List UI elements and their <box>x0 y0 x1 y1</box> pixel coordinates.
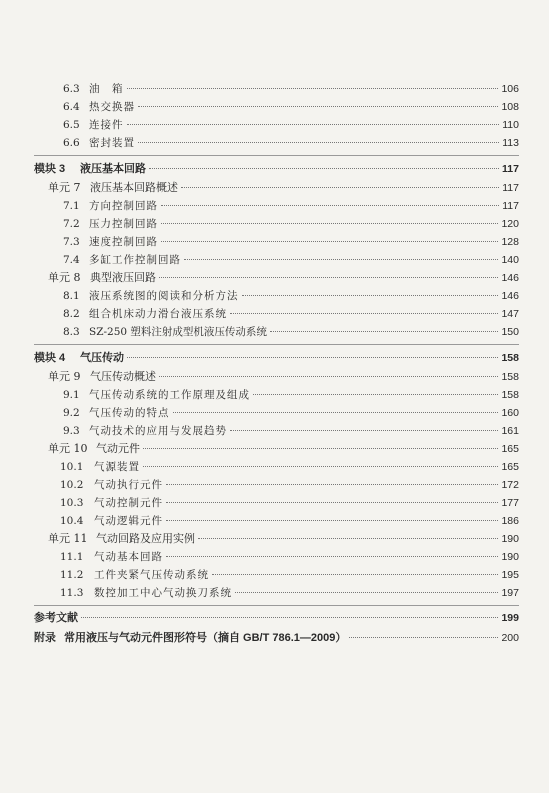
dot-leader <box>149 168 499 169</box>
toc-unit-7 <box>48 181 519 195</box>
dot-leader <box>166 484 498 485</box>
toc-entry-11-3 <box>60 586 519 600</box>
toc-unit-9 <box>48 370 519 384</box>
toc-entry-10-3 <box>60 496 519 510</box>
dot-leader <box>235 592 498 593</box>
entry-title: 气压传动的特点 <box>89 407 170 419</box>
toc-entry-10-1 <box>60 460 519 474</box>
entry-page: 199 <box>501 612 519 624</box>
entry-number: 10.3 <box>60 497 84 509</box>
entry-number: 11.2 <box>60 569 84 581</box>
entry-number: 9.3 <box>63 425 80 437</box>
dot-leader <box>173 412 499 413</box>
unit-number: 单元 11 <box>48 532 88 545</box>
entry-page: 197 <box>501 587 519 599</box>
dot-leader <box>127 88 499 89</box>
entry-page: 113 <box>502 137 519 149</box>
entry-number: 9.2 <box>63 407 80 419</box>
entry-number: 11.1 <box>60 551 84 563</box>
toc-entry-6-5 <box>63 118 519 132</box>
unit-number: 单元 10 <box>48 442 88 455</box>
toc-entry-11-1 <box>60 550 519 564</box>
entry-page: 200 <box>501 632 519 644</box>
toc-entry-6-3 <box>63 82 519 96</box>
module-number: 模块 3 <box>34 163 66 175</box>
entry-number: 6.4 <box>63 101 80 113</box>
dot-leader <box>212 574 498 575</box>
dot-leader <box>181 187 499 188</box>
unit-title: 典型液压回路 <box>90 271 156 284</box>
toc-appendix <box>34 631 519 645</box>
dot-leader <box>161 205 499 206</box>
entry-title: 液压系统图的阅读和分析方法 <box>89 290 239 302</box>
entry-number: 7.1 <box>63 200 80 212</box>
entry-number: 6.5 <box>63 119 80 131</box>
toc-unit-10 <box>48 442 519 456</box>
dot-leader <box>138 142 499 143</box>
divider <box>34 155 519 156</box>
entry-title: 气动执行元件 <box>94 479 163 491</box>
entry-page: 190 <box>501 551 519 563</box>
toc-entry-9-2 <box>63 406 519 420</box>
unit-number: 单元 9 <box>48 370 81 383</box>
entry-title: 组合机床动力滑台液压系统 <box>89 308 227 320</box>
toc-unit-8 <box>48 271 519 285</box>
module-title: 气压传动 <box>80 352 124 364</box>
entry-page: 160 <box>501 407 519 419</box>
entry-page: 117 <box>502 182 519 194</box>
entry-number: 6.6 <box>63 137 80 149</box>
entry-page: 147 <box>501 308 519 320</box>
entry-page: 146 <box>501 290 519 302</box>
dot-leader <box>242 295 499 296</box>
dot-leader <box>253 394 498 395</box>
unit-number: 单元 8 <box>48 271 81 284</box>
appendix-label: 附录 <box>34 632 56 644</box>
toc-references <box>34 611 519 625</box>
entry-number: 7.3 <box>63 236 80 248</box>
entry-number: 8.2 <box>63 308 80 320</box>
entry-page: 117 <box>502 200 519 212</box>
entry-title: 气动基本回路 <box>94 551 163 563</box>
dot-leader <box>159 376 498 377</box>
entry-page: 117 <box>502 163 519 175</box>
dot-leader <box>138 106 498 107</box>
unit-title: 气压传动概述 <box>90 370 156 383</box>
dot-leader <box>198 538 498 539</box>
entry-page: 106 <box>501 83 519 95</box>
module-title: 液压基本回路 <box>80 163 146 175</box>
dot-leader <box>127 357 498 358</box>
dot-leader <box>159 277 498 278</box>
entry-number: 9.1 <box>63 389 80 401</box>
toc-entry-10-2 <box>60 478 519 492</box>
entry-page: 140 <box>501 254 519 266</box>
entry-page: 190 <box>501 533 519 545</box>
entry-page: 172 <box>501 479 519 491</box>
toc-entry-11-2 <box>60 568 519 582</box>
dot-leader <box>127 124 500 125</box>
toc-module-4 <box>34 351 519 365</box>
unit-number: 单元 7 <box>48 181 81 194</box>
entry-title: 热交换器 <box>89 101 135 113</box>
dot-leader <box>230 313 498 314</box>
entry-title: 气动技术的应用与发展趋势 <box>89 425 227 437</box>
entry-page: 158 <box>501 352 519 364</box>
entry-title: 气动控制元件 <box>94 497 163 509</box>
entry-page: 165 <box>501 461 519 473</box>
toc-entry-7-3 <box>63 235 519 249</box>
dot-leader <box>161 241 498 242</box>
toc-entry-8-3 <box>63 325 519 339</box>
dot-leader <box>166 556 498 557</box>
toc-entry-7-4 <box>63 253 519 267</box>
divider <box>34 344 519 345</box>
entry-page: 128 <box>501 236 519 248</box>
toc-entry-10-4 <box>60 514 519 528</box>
entry-title: 连接件 <box>89 119 124 131</box>
entry-title: 数控加工中心气动换刀系统 <box>94 587 232 599</box>
entry-number: 8.3 <box>63 326 80 338</box>
toc-entry-7-1 <box>63 199 519 213</box>
toc-entry-8-1 <box>63 289 519 303</box>
entry-number: 10.4 <box>60 515 84 527</box>
entry-page: 150 <box>501 326 519 338</box>
entry-page: 165 <box>501 443 519 455</box>
unit-title: 液压基本回路概述 <box>90 181 178 194</box>
entry-title: 气源装置 <box>94 461 140 473</box>
dot-leader <box>349 637 498 638</box>
entry-number: 10.1 <box>60 461 84 473</box>
entry-title: 气动逻辑元件 <box>94 515 163 527</box>
entry-page: 161 <box>501 425 519 437</box>
toc-entry-6-4 <box>63 100 519 114</box>
toc-unit-11 <box>48 532 519 546</box>
unit-title: 气动回路及应用实例 <box>96 532 195 545</box>
entry-number: 7.4 <box>63 254 80 266</box>
entry-page: 146 <box>501 272 519 284</box>
module-number: 模块 4 <box>34 352 66 364</box>
entry-number: 8.1 <box>63 290 80 302</box>
entry-page: 186 <box>501 515 519 527</box>
entry-number: 6.3 <box>63 83 80 95</box>
entry-number: 10.2 <box>60 479 84 491</box>
entry-number: 7.2 <box>63 218 80 230</box>
toc-entry-8-2 <box>63 307 519 321</box>
entry-page: 120 <box>501 218 519 230</box>
references-title: 参考文献 <box>34 612 78 624</box>
entry-page: 110 <box>502 119 519 131</box>
entry-page: 158 <box>501 371 519 383</box>
toc-entry-7-2 <box>63 217 519 231</box>
entry-title: 油 箱 <box>89 83 124 95</box>
dot-leader <box>270 331 499 332</box>
dot-leader <box>166 502 498 503</box>
dot-leader <box>143 448 498 449</box>
entry-page: 195 <box>501 569 519 581</box>
entry-title: 速度控制回路 <box>89 236 158 248</box>
entry-title: 工件夹紧气压传动系统 <box>94 569 209 581</box>
toc-entry-9-1 <box>63 388 519 402</box>
dot-leader <box>143 466 498 467</box>
dot-leader <box>81 617 498 618</box>
dot-leader <box>166 520 498 521</box>
entry-title: 压力控制回路 <box>89 218 158 230</box>
entry-title: 气压传动系统的工作原理及组成 <box>89 389 250 401</box>
toc-module-3 <box>34 162 519 176</box>
entry-page: 177 <box>501 497 519 509</box>
toc-entry-9-3 <box>63 424 519 438</box>
appendix-title: 常用液压与气动元件图形符号（摘自 GB/T 786.1—2009） <box>64 632 347 644</box>
entry-title: SZ-250 塑料注射成型机液压传动系统 <box>89 326 267 338</box>
entry-title: 方向控制回路 <box>89 200 158 212</box>
entry-page: 158 <box>501 389 519 401</box>
dot-leader <box>230 430 498 431</box>
dot-leader <box>161 223 498 224</box>
unit-title: 气动元件 <box>96 442 140 455</box>
dot-leader <box>184 259 498 260</box>
divider <box>34 605 519 606</box>
entry-number: 11.3 <box>60 587 84 599</box>
entry-page: 108 <box>501 101 519 113</box>
entry-title: 密封装置 <box>89 137 135 149</box>
toc-entry-6-6 <box>63 136 519 150</box>
entry-title: 多缸工作控制回路 <box>89 254 181 266</box>
